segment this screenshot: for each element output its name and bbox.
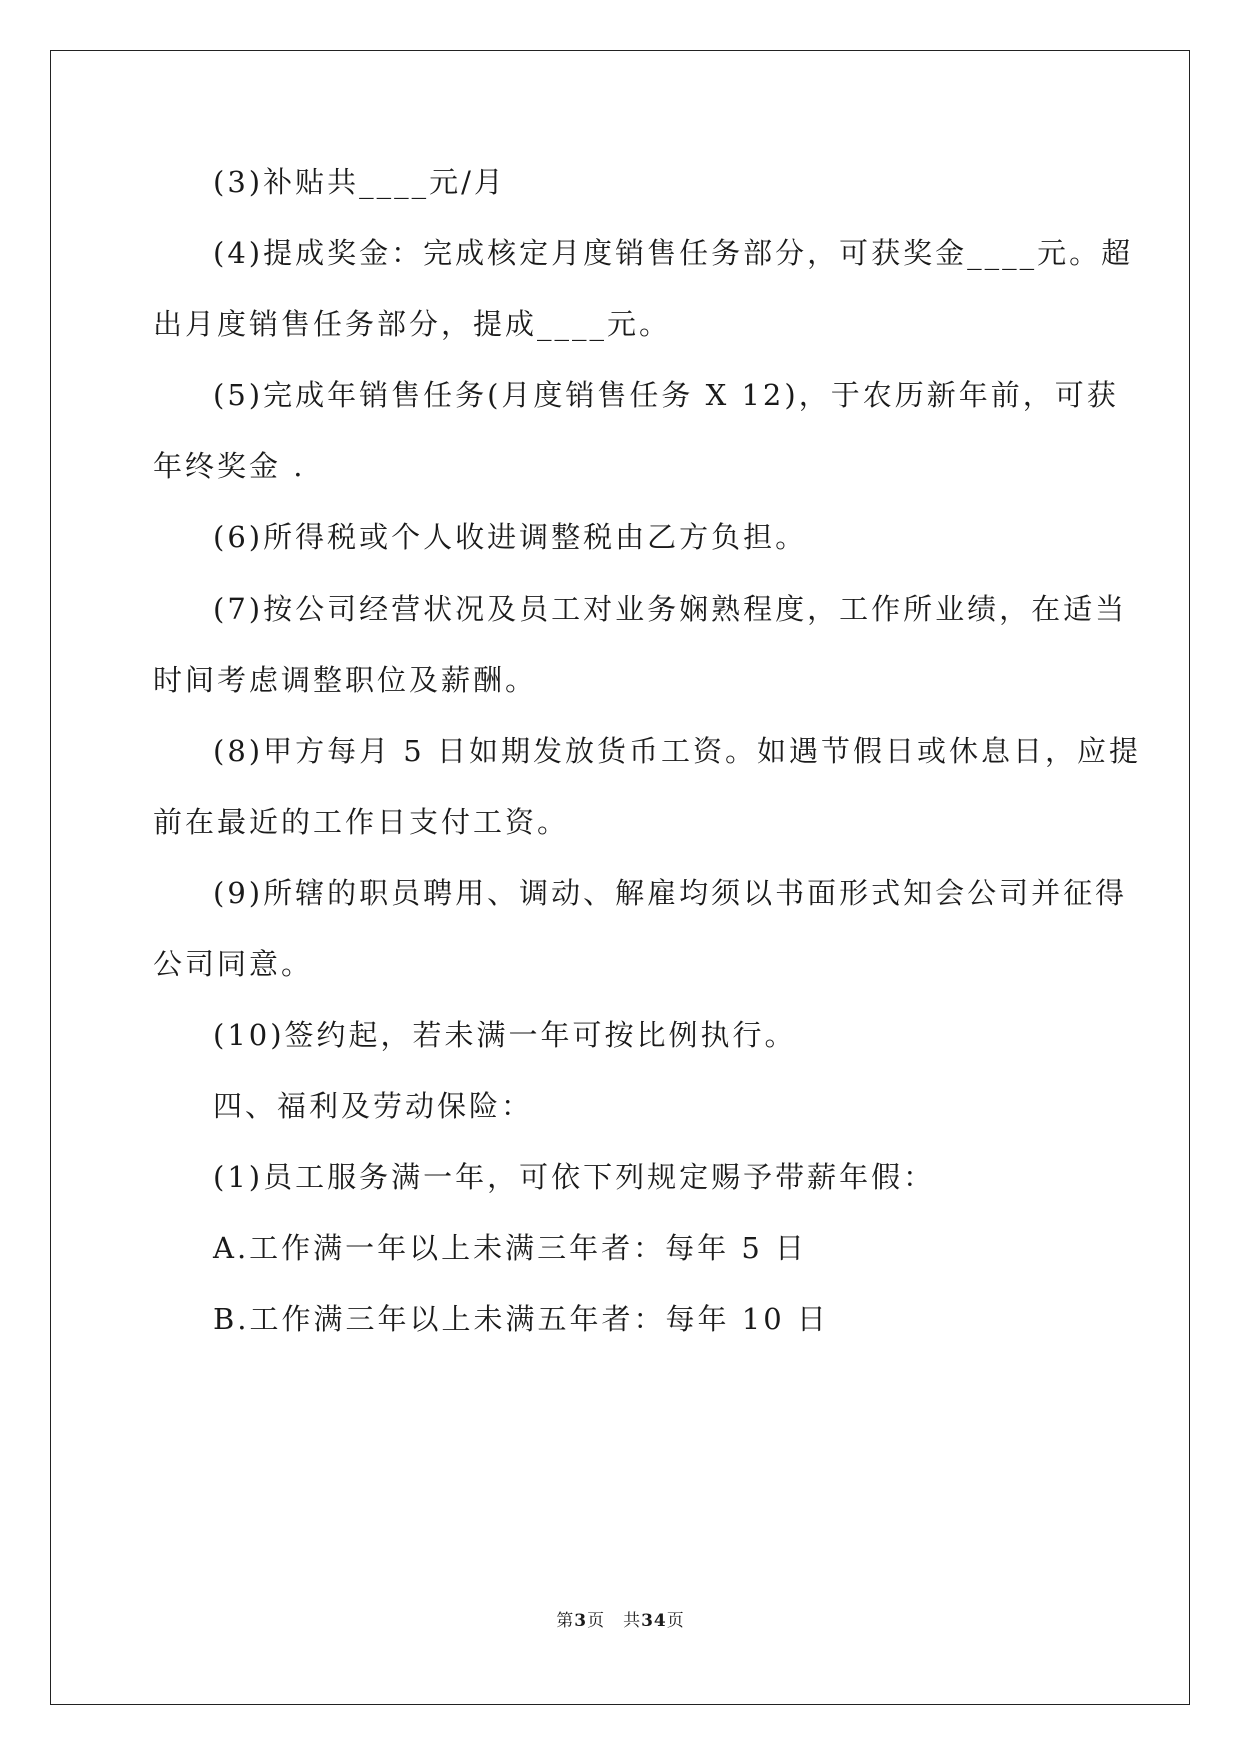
list-item: A.工作满一年以上未满三年者：每年 5 日 (213, 1231, 808, 1265)
current-page-number: 3 (574, 1611, 588, 1631)
page-footer (0, 1606, 1241, 1631)
footer-total-prefix: 共 (623, 1611, 642, 1631)
footer-page-suffix: 页 (587, 1611, 606, 1631)
paragraph-line: 时间考虑调整职位及薪酬。 (153, 663, 538, 697)
paragraph-line: (1)员工服务满一年，可依下列规定赐予带薪年假： (213, 1160, 936, 1194)
section-heading: 四、福利及劳动保险： (213, 1089, 534, 1123)
footer-prefix: 第 (556, 1611, 575, 1631)
paragraph-line: 公司同意。 (153, 947, 314, 981)
paragraph-line: (10)签约起，若未满一年可按比例执行。 (213, 1018, 797, 1052)
paragraph-line: (6)所得税或个人收进调整税由乙方负担。 (213, 520, 808, 554)
total-page-count: 34 (641, 1611, 667, 1631)
list-item: B.工作满三年以上未满五年者：每年 10 日 (213, 1302, 829, 1336)
paragraph-line: (7)按公司经营状况及员工对业务娴熟程度，工作所业绩，在适当 (213, 592, 1128, 626)
paragraph-line: 出月度销售任务部分，提成____元。 (153, 307, 672, 341)
paragraph-line: (8)甲方每月 5 日如期发放货币工资。如遇节假日或休息日，应提 (213, 734, 1141, 768)
paragraph-line: (4)提成奖金：完成核定月度销售任务部分，可获奖金____元。超 (213, 236, 1134, 270)
paragraph-line: (5)完成年销售任务(月度销售任务 X 12)，于农历新年前，可获 (213, 378, 1119, 412)
paragraph-line: 年终奖金 . (153, 449, 306, 483)
footer-total-suffix: 页 (666, 1611, 685, 1631)
paragraph-line: (9)所辖的职员聘用、调动、解雇均须以书面形式知会公司并征得 (213, 876, 1128, 910)
paragraph-line: 前在最近的工作日支付工资。 (153, 805, 570, 839)
paragraph-line: (3)补贴共____元/月 (213, 165, 506, 199)
